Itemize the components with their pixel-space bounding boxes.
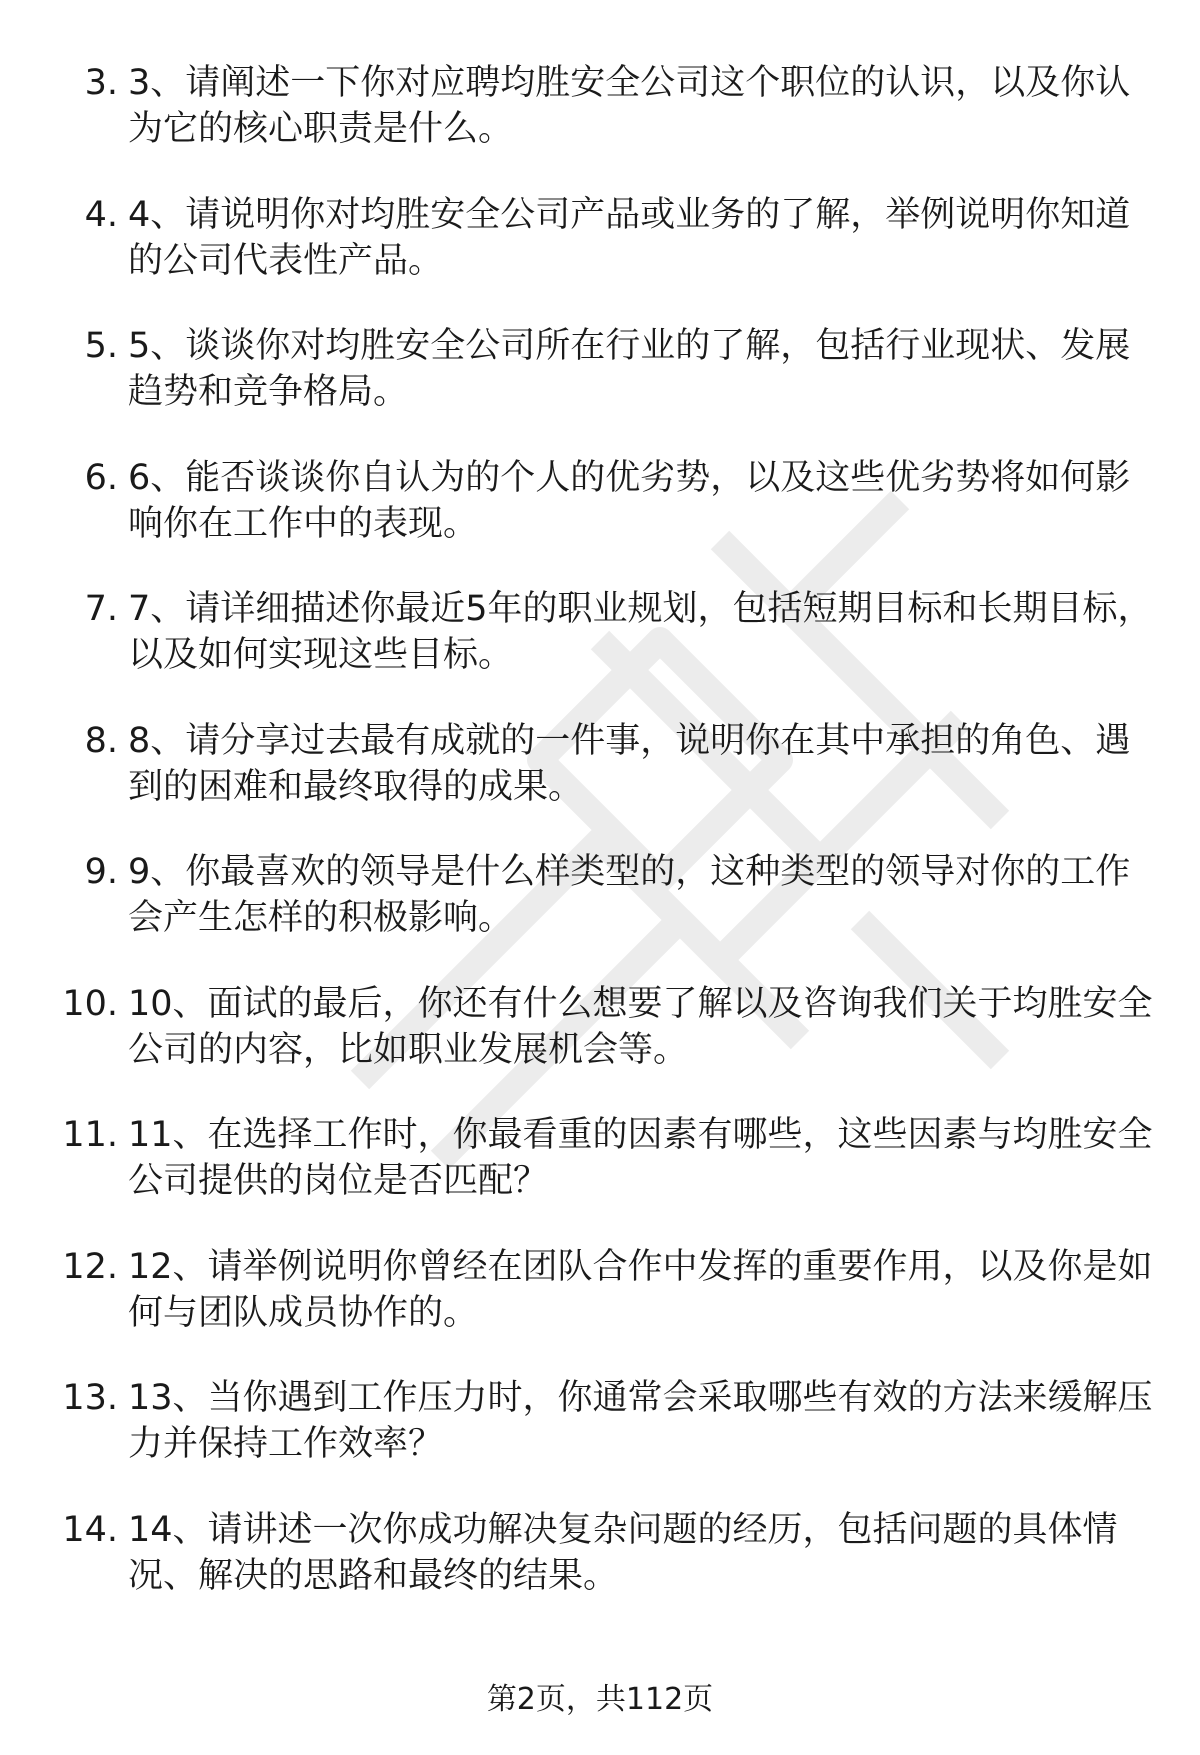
question-number: 8. — [84, 720, 118, 761]
question-list — [0, 60, 1200, 1638]
list-item — [0, 1375, 1200, 1507]
question-text: 14、请讲述一次你成功解决复杂问题的经历，包括问题的具体情况、解决的思路和最终的结果。 — [128, 1509, 1118, 1596]
list-item — [0, 1507, 1200, 1639]
question-number: 12. — [62, 1246, 118, 1287]
question-text: 7、请详细描述你最近5年的职业规划，包括短期目标和长期目标，以及如何实现这些目标。 — [128, 589, 1153, 675]
list-item — [0, 1244, 1200, 1376]
question-text: 5、谈谈你对均胜安全公司所在行业的了解，包括行业现状、发展趋势和竞争格局。 — [128, 326, 1131, 412]
list-item — [0, 60, 1200, 192]
question-text: 11、在选择工作时，你最看重的因素有哪些，这些因素与均胜安全公司提供的岗位是否匹配？ — [128, 1115, 1153, 1201]
list-item — [0, 981, 1200, 1113]
question-number: 10. — [62, 983, 118, 1024]
question-text: 6、能否谈谈你自认为的个人的优劣势，以及这些优劣势将如何影响你在工作中的表现。 — [128, 457, 1131, 544]
question-text: 13、当你遇到工作压力时，你通常会采取哪些有效的方法来缓解压力并保持工作效率？ — [128, 1378, 1153, 1464]
list-item — [0, 192, 1200, 324]
question-number: 11. — [62, 1115, 118, 1155]
question-text: 10、面试的最后，你还有什么想要了解以及咨询我们关于均胜安全公司的内容，比如职业发展机会等。 — [128, 983, 1153, 1070]
question-number: 7. — [84, 589, 118, 629]
list-item — [0, 718, 1200, 850]
question-number: 9. — [84, 852, 118, 892]
list-item — [0, 849, 1200, 981]
list-item — [0, 1112, 1200, 1244]
question-text: 8、请分享过去最有成就的一件事，说明你在其中承担的角色、遇到的困难和最终取得的成果。 — [128, 720, 1131, 807]
question-text: 3、请阐述一下你对应聘均胜安全公司这个职位的认识，以及你认为它的核心职责是什么。 — [128, 63, 1131, 149]
question-text: 9、你最喜欢的领导是什么样类型的，这种类型的领导对你的工作会产生怎样的积极影响。 — [128, 852, 1131, 938]
question-number: 4. — [84, 194, 118, 235]
question-number: 3. — [84, 63, 118, 103]
list-item — [0, 455, 1200, 587]
question-text: 12、请举例说明你曾经在团队合作中发挥的重要作用，以及你是如何与团队成员协作的。 — [128, 1246, 1153, 1333]
list-item — [0, 586, 1200, 718]
question-text: 4、请说明你对均胜安全公司产品或业务的了解，举例说明你知道的公司代表性产品。 — [128, 194, 1131, 281]
question-number: 14. — [62, 1509, 118, 1550]
list-item — [0, 323, 1200, 455]
page-footer: 第2页，共112页 — [486, 1682, 714, 1717]
question-number: 13. — [62, 1378, 118, 1418]
question-number: 6. — [84, 457, 118, 498]
question-number: 5. — [84, 326, 118, 366]
